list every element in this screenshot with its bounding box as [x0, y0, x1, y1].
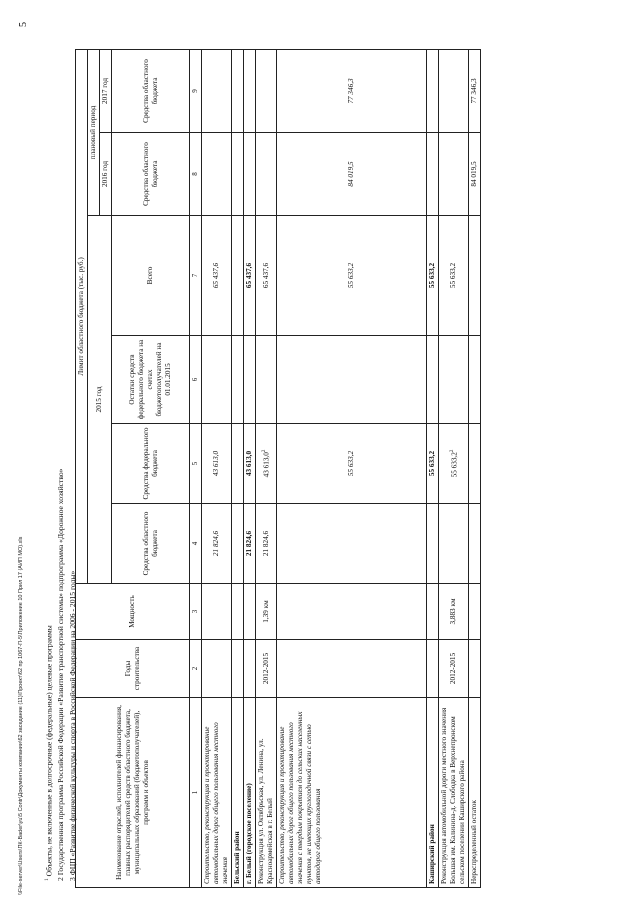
col-number: 2	[190, 640, 202, 698]
cell-years: 2012-2015	[439, 640, 469, 698]
header-years: Годы строительства	[76, 640, 190, 698]
table-row	[439, 49, 469, 887]
header-total: Всего	[112, 216, 190, 336]
col-number: 7	[190, 216, 202, 336]
file-path-footer: \\File-server\Users\ПК-Bader\yu\5 Contr\Документы компании\62 заседание (11)\Проект\62 пр 1067-П-5\Приложение 10 Прил 17 (АИП МО).xls	[18, 536, 24, 895]
cell-federal: 55 633,2	[427, 424, 439, 504]
budget-table	[75, 49, 481, 888]
footnotes	[42, 61, 78, 881]
cell-total: 55 633,2	[439, 216, 469, 336]
cell-federal: 43 613,0	[202, 424, 232, 504]
cell-federal: 43 613,0	[244, 424, 256, 504]
cell-2017: 77 346,3	[469, 49, 481, 132]
header-name: Наименование отраслей, исполнителей финансирования, главных распорядителей средств областного бюджета, муниципальных образований (бюджетополучателей), программ и объектов	[76, 698, 190, 888]
col-number: 8	[190, 133, 202, 216]
header-plan-period: плановый период	[88, 49, 100, 215]
section-row	[232, 49, 244, 887]
header-regional-2016: Средства областного бюджета	[112, 133, 190, 216]
row-name: Нераспределенный остаток	[469, 698, 481, 888]
header-2017: 2017 год	[100, 49, 112, 132]
cell-federal: 43 613,0$^2$	[256, 424, 277, 504]
row-name: Реконструкция ул. Октябрьская, ул. Ленина, ул. Красноармейская в г. Белый	[256, 698, 277, 888]
cell-2016: 84 019,5	[277, 133, 427, 216]
row-name: Строительство, реконструкция и проектирование автомобильных дорог общего пользования местного значения с твердым покрытием до сельских населенных пунктов, не имеющих круглогодичной связи с сетью автодорог общего пользования	[277, 698, 427, 888]
header-regional: Средства областного бюджета	[112, 504, 190, 584]
section-row	[244, 49, 256, 887]
section-row	[427, 49, 439, 887]
page-number: 5	[18, 22, 29, 27]
cell-2016: 84 019,5	[469, 133, 481, 216]
cell-total: 65 437,6	[244, 216, 256, 336]
section-title: Бельский район	[232, 698, 244, 888]
cell-regional: 21 824,6	[202, 504, 232, 584]
cell-capacity: 1,39 км	[256, 584, 277, 640]
section-title: г. Белый (городское поселение)	[244, 698, 256, 888]
table-row	[469, 49, 481, 887]
header-2016: 2016 год	[100, 133, 112, 216]
cell-federal: 55 633,2$^2$	[439, 424, 469, 504]
cell-years: 2012-2015	[256, 640, 277, 698]
footnote-2: 2 Государственная программа Российской Федерации «Развитие транспортной системы» подпрограмма «Дорожное хозяйство»	[56, 468, 66, 881]
footnote-1: $^1$ Объекты, не включенные в долгосрочные (федеральные) целевые программы	[44, 625, 54, 881]
table-row	[202, 49, 232, 887]
header-limit: Лимит областного бюджета (тыс. руб.)	[76, 49, 88, 583]
header-federal: Средства федерального бюджета	[112, 424, 190, 504]
col-number: 4	[190, 504, 202, 584]
section-title: Каширский район	[427, 698, 439, 888]
col-number: 6	[190, 336, 202, 424]
header-remains: Остатки средств федерального бюджета на счетах бюджетополучателей на 01.01.2015	[112, 336, 190, 424]
cell-federal: 55 633,2	[277, 424, 427, 504]
cell-total: 65 437,6	[202, 216, 232, 336]
header-regional-2017: Средства областного бюджета	[112, 49, 190, 132]
row-name: Строительство, реконструкция и проектирование автомобильных дорог общего пользования местного значения	[202, 698, 232, 888]
table-row	[256, 49, 277, 887]
header-2015: 2015 год	[88, 216, 112, 584]
column-number-row	[190, 49, 202, 887]
row-name: Реконструкция автомобильной дороги местного значения Большая им. Калинина-д. Слободка в Верхнепронском сельском поселении Каширского района	[439, 698, 469, 888]
col-number: 1	[190, 698, 202, 888]
col-number: 9	[190, 49, 202, 132]
cell-total: 65 437,6	[256, 216, 277, 336]
table-row	[277, 49, 427, 887]
cell-capacity: 3,883 км	[439, 584, 469, 640]
cell-2017: 77 346,3	[277, 49, 427, 132]
cell-regional: 21 824,6	[244, 504, 256, 584]
cell-total: 55 633,2	[427, 216, 439, 336]
footnote-3: 3 ФЦП «Развитие физической культуры и спорта в Российской Федерации на 2006 - 2015 годы»	[67, 570, 77, 881]
cell-total: 55 633,2	[277, 216, 427, 336]
cell-regional: 21 824,6	[256, 504, 277, 584]
col-number: 5	[190, 424, 202, 504]
col-number: 3	[190, 584, 202, 640]
header-capacity: Мощность	[76, 584, 190, 640]
